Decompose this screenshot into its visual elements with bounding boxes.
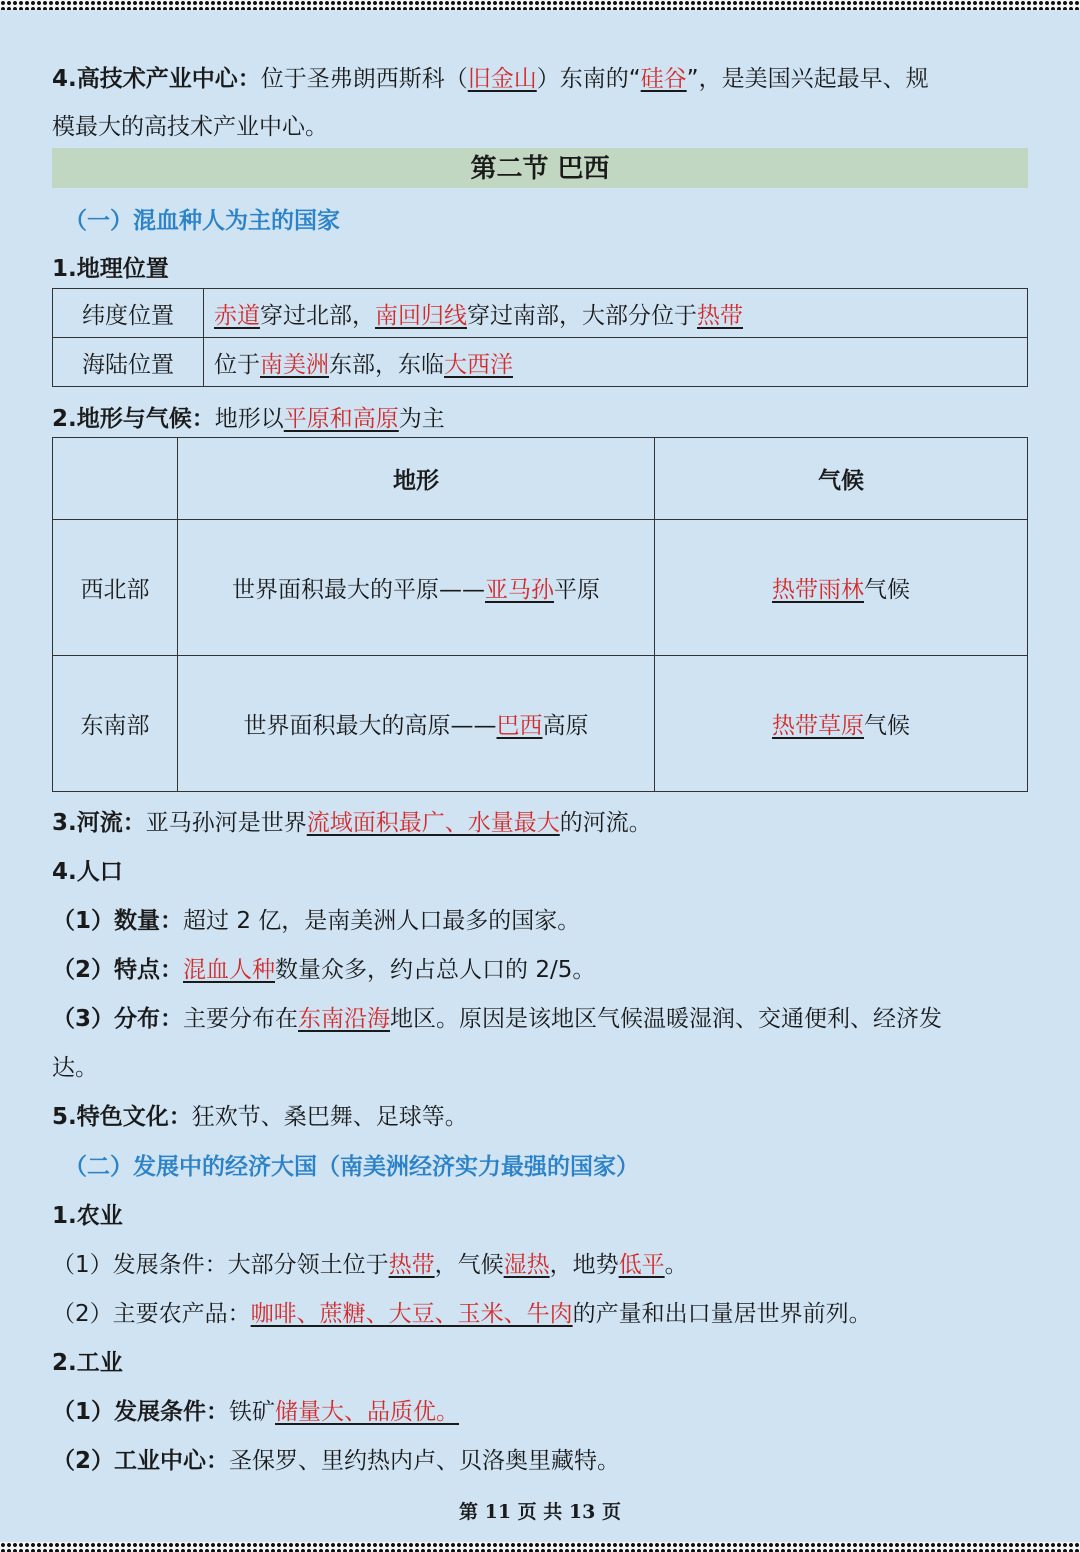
text: ”，是美国兴起最早、规	[686, 66, 929, 92]
heading-industry: 2.工业	[52, 1350, 123, 1376]
answer: 热带	[388, 1252, 435, 1278]
paragraph-ind-1	[52, 1397, 459, 1427]
answer: 混血人种	[183, 957, 276, 983]
text: 穿过南部，大部分位于	[467, 302, 697, 329]
paragraph-ind-2	[52, 1446, 620, 1476]
text: ，气候	[434, 1252, 504, 1278]
paragraph-agri-1	[52, 1250, 688, 1280]
answer: 热带雨林	[772, 577, 864, 603]
paragraph-hightech	[52, 64, 929, 94]
text: 狂欢节、桑巴舞、足球等。	[191, 1104, 468, 1130]
text: 亚马孙河是世界	[145, 810, 307, 836]
label: 5.特色文化：	[52, 1104, 192, 1130]
text: 平原	[554, 577, 600, 603]
label: （1）发展条件：	[52, 1399, 230, 1425]
label: 2.地形与气候：	[52, 406, 215, 432]
paragraph-pop-2	[52, 955, 595, 985]
table-cell: 东南部	[53, 656, 178, 792]
text: 世界面积最大的高原——	[243, 713, 497, 739]
table-row	[53, 520, 1028, 656]
heading-terrain	[52, 404, 445, 434]
column-header: 地形	[178, 438, 655, 520]
text: 气候	[864, 713, 910, 739]
bottom-border	[0, 1542, 1080, 1552]
table-cell	[204, 289, 1028, 338]
text: ，地势	[549, 1252, 619, 1278]
table-cell	[655, 656, 1028, 792]
heading-location: 1.地理位置	[52, 256, 169, 282]
answer: 南美洲	[260, 351, 329, 378]
answer: 赤道	[214, 302, 260, 329]
label: （2）特点：	[52, 957, 184, 983]
table-cell: 西北部	[53, 520, 178, 656]
text: 地形以	[214, 406, 284, 432]
table-cell	[655, 520, 1028, 656]
answer: 热带	[697, 302, 743, 329]
table-row	[53, 338, 1028, 387]
text: 位于圣弗朗西斯科（	[260, 66, 468, 92]
answer: 东南沿海	[298, 1006, 391, 1032]
paragraph-pop-3	[52, 1004, 942, 1034]
text: 。	[664, 1252, 688, 1278]
terrain-climate-table	[52, 437, 1028, 792]
text: 高原	[542, 713, 589, 739]
paragraph-agri-2	[52, 1299, 872, 1329]
paragraph-hightech-cont: 模最大的高技术产业中心。	[52, 114, 328, 140]
paragraph-river	[52, 808, 652, 838]
text: 圣保罗、里约热内卢、贝洛奥里藏特。	[229, 1448, 621, 1474]
text: 的产量和出口量居世界前列。	[572, 1301, 872, 1327]
text: ）东南的“	[536, 66, 641, 92]
answer: 湿热	[503, 1252, 550, 1278]
column-header: 气候	[655, 438, 1028, 520]
answer: 旧金山	[467, 66, 537, 92]
text: 气候	[864, 577, 910, 603]
answer: 平原和高原	[283, 406, 399, 432]
top-border	[0, 0, 1080, 10]
answer: 巴西	[496, 713, 543, 739]
table-row	[53, 289, 1028, 338]
table-header-row	[53, 438, 1028, 520]
answer: 储量大、品质优。	[275, 1399, 460, 1425]
table-cell: 纬度位置	[53, 289, 204, 338]
paragraph-culture	[52, 1102, 468, 1132]
table-cell	[178, 520, 655, 656]
answer: 流域面积最广、水量最大	[306, 810, 560, 836]
text: 为主	[398, 406, 445, 432]
label: （1）数量：	[52, 908, 184, 934]
table-cell	[204, 338, 1028, 387]
paragraph-pop-3-cont: 达。	[52, 1055, 98, 1081]
text: 超过 2 亿，是南美洲人口最多的国家。	[183, 908, 581, 934]
answer: 南回归线	[375, 302, 467, 329]
answer: 低平	[618, 1252, 665, 1278]
table-cell: 海陆位置	[53, 338, 204, 387]
section-title: 第二节 巴西	[52, 148, 1028, 188]
table-cell	[53, 438, 178, 520]
paragraph-pop-1	[52, 906, 580, 936]
text: 位于	[214, 351, 260, 378]
label: （3）分布：	[52, 1006, 184, 1032]
text: 世界面积最大的平原——	[232, 577, 485, 603]
table-cell	[178, 656, 655, 792]
table-row	[53, 656, 1028, 792]
label: 3.河流：	[52, 810, 146, 836]
text: 铁矿	[229, 1399, 276, 1425]
text: 的河流。	[559, 810, 652, 836]
text: 穿过北部，	[260, 302, 375, 329]
location-table	[52, 288, 1028, 387]
answer: 热带草原	[772, 713, 864, 739]
text: （1）发展条件：大部分领土位于	[52, 1252, 389, 1278]
subsection-heading-2: （二）发展中的经济大国（南美洲经济实力最强的国家）	[64, 1154, 639, 1180]
heading-population: 4.人口	[52, 859, 123, 885]
text: 地区。原因是该地区气候温暖湿润、交通便利、经济发	[390, 1006, 943, 1032]
page-number: 第 11 页 共 13 页	[459, 1501, 621, 1523]
text: 主要分布在	[183, 1006, 299, 1032]
text: （2）主要农产品：	[52, 1301, 251, 1327]
label: 4.高技术产业中心：	[52, 66, 261, 92]
subsection-heading-1: （一）混血种人为主的国家	[64, 208, 340, 234]
answer: 咖啡、蔗糖、大豆、玉米、牛肉	[250, 1301, 573, 1327]
text: 数量众多，约占总人口的 2/5。	[275, 957, 596, 983]
answer: 大西洋	[444, 351, 513, 378]
label: （2）工业中心：	[52, 1448, 230, 1474]
text: 东部，东临	[329, 351, 444, 378]
answer: 硅谷	[640, 66, 687, 92]
answer: 亚马孙	[485, 577, 554, 603]
heading-agriculture: 1.农业	[52, 1203, 123, 1229]
